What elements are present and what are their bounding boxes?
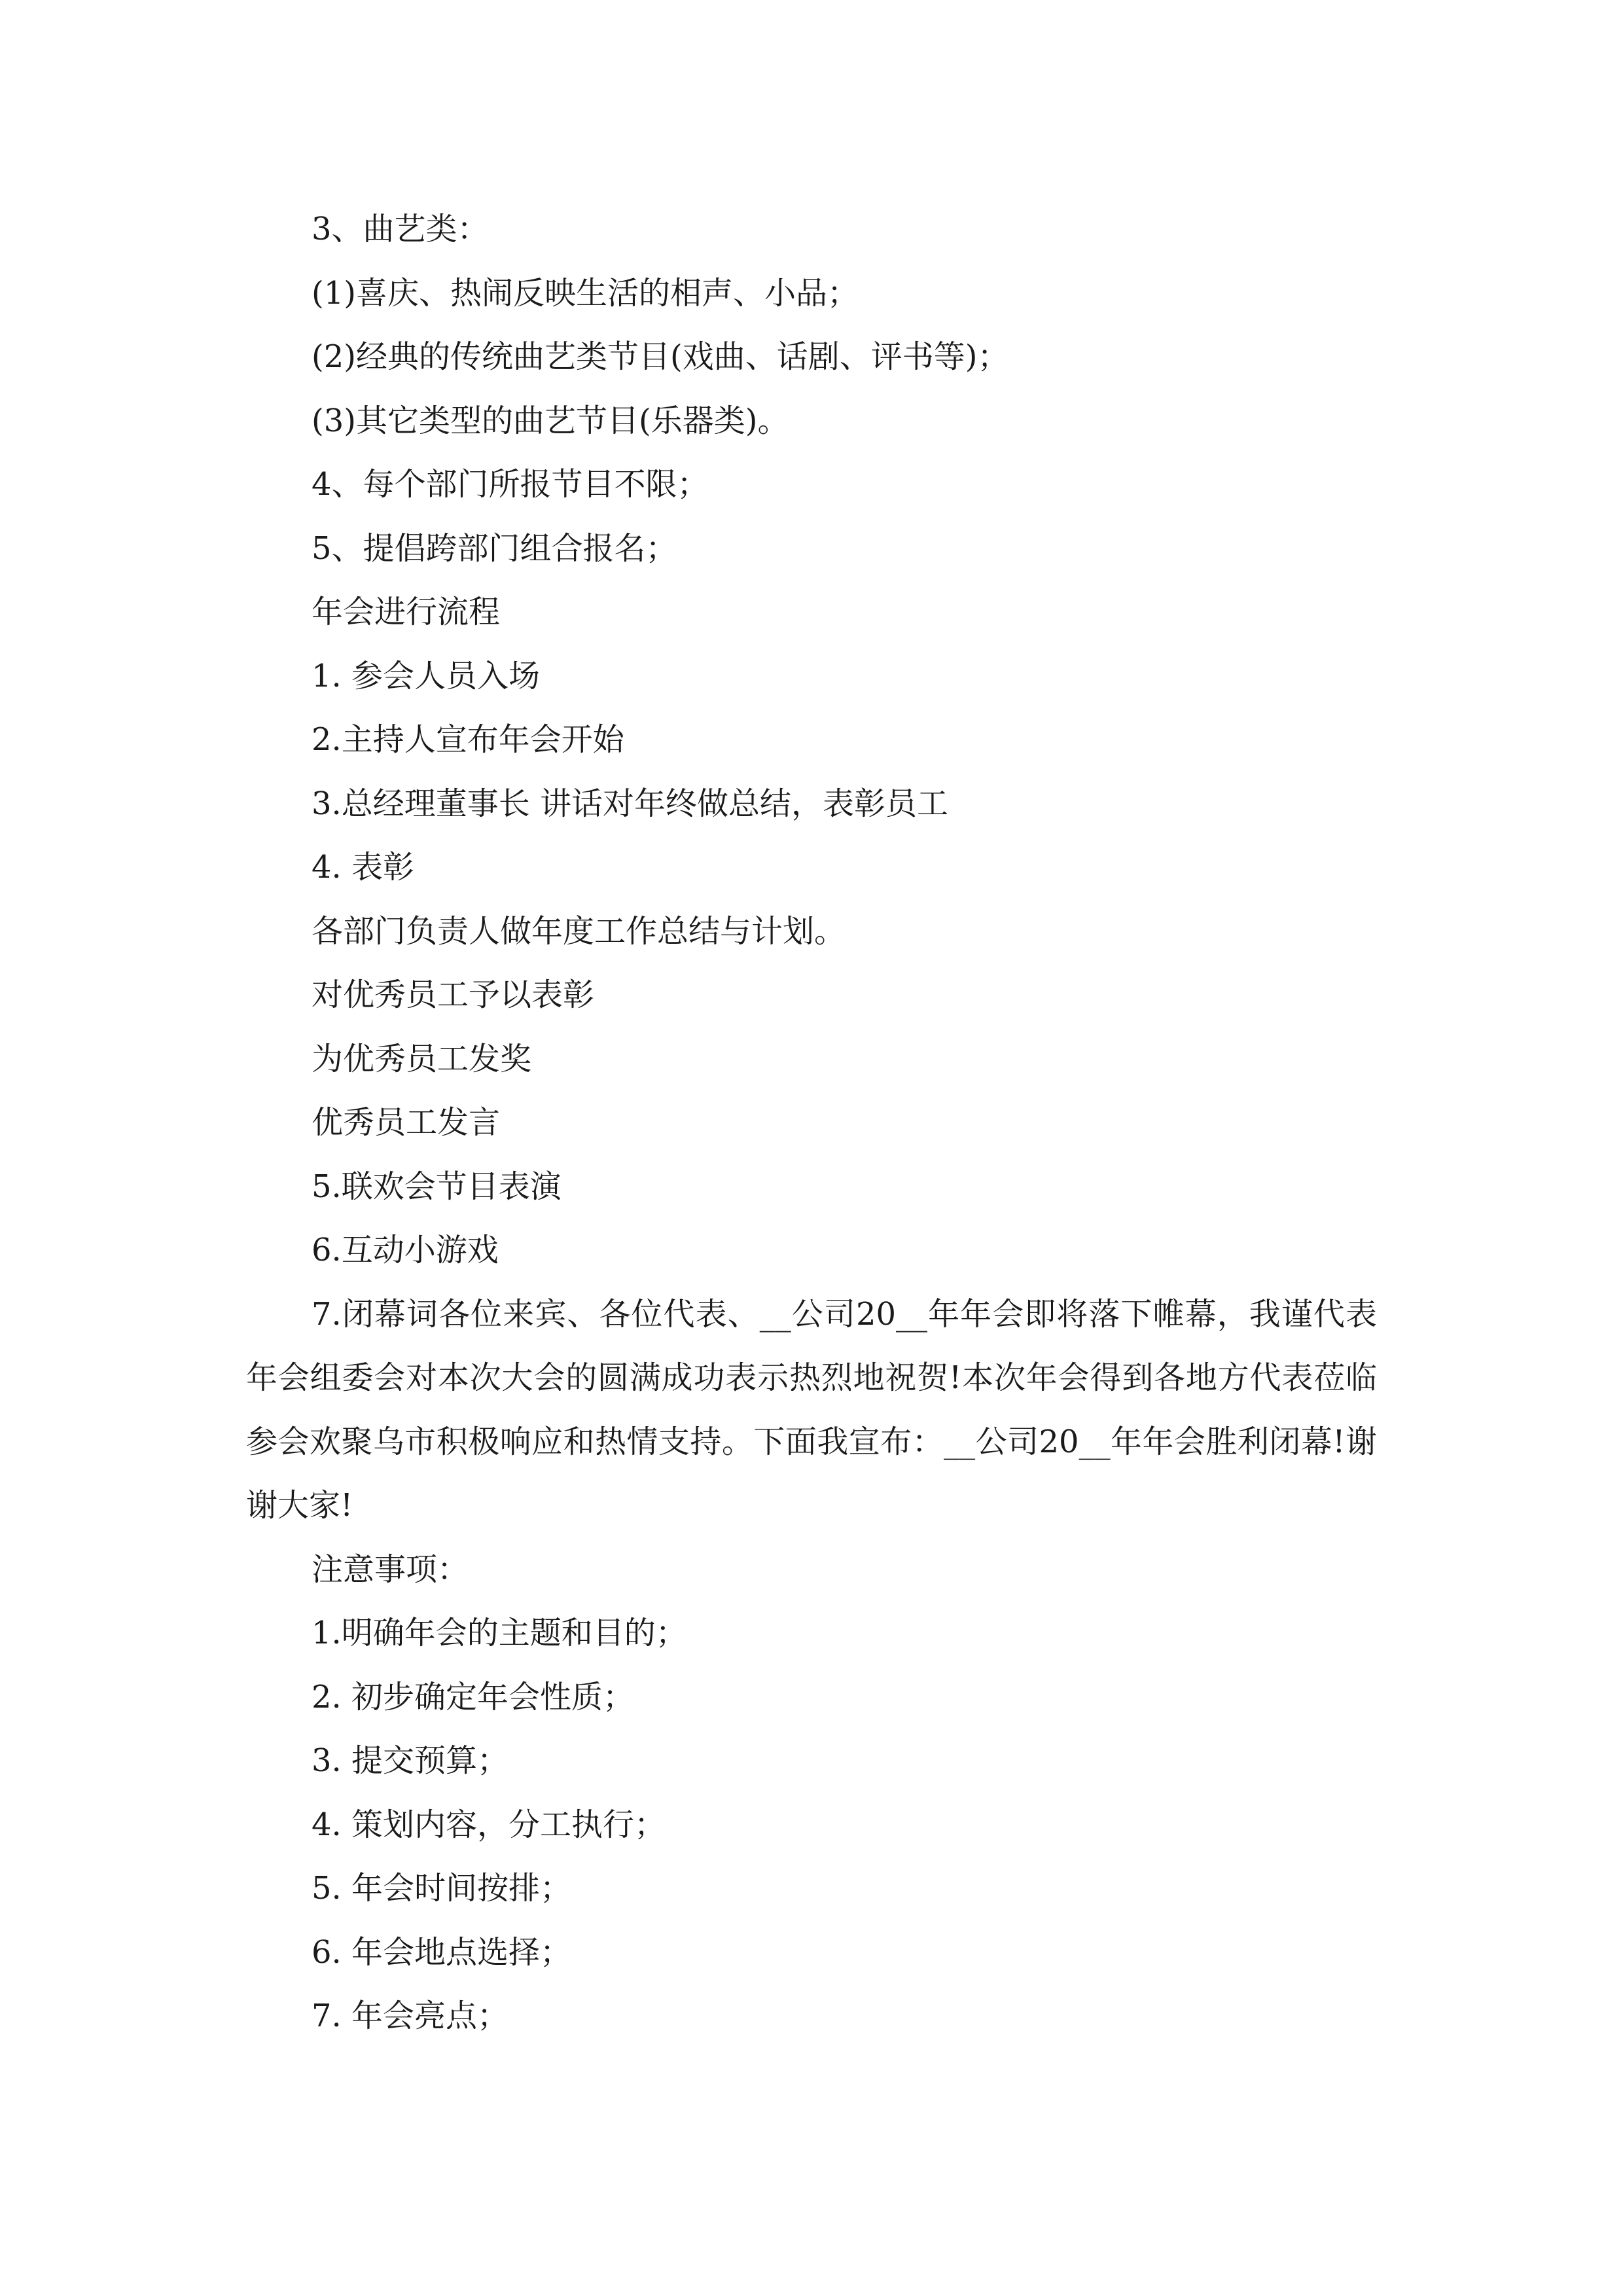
text-line: 6.互动小游戏 xyxy=(312,1232,499,1268)
text-line: 对优秀员工予以表彰 xyxy=(312,977,595,1013)
text-line: 7. 年会亮点； xyxy=(312,1998,509,2034)
text-line: (1)喜庆、热闹反映生活的相声、小品； xyxy=(312,274,859,312)
closing-paragraph: 7.闭幕词各位来宾、各位代表、__公司20__年年会即将落下帷幕，我谨代表年会组委会对本次大会的圆满成功表示热烈地祝贺!本次年会得到各地方代表莅临参会欢聚乌市积极响应和热情支持。下面我宣布：__公司20__年年会胜利闭幕!谢谢大家! xyxy=(246,1295,1377,1524)
text-line: 6. 年会地点选择； xyxy=(312,1933,572,1971)
text-line: 优秀员工发言 xyxy=(312,1104,501,1141)
text-line: (3)其它类型的曲艺节目(乐器类)。 xyxy=(312,402,789,439)
text-line: 1.明确年会的主题和目的； xyxy=(312,1615,687,1651)
text-line: 5、提倡跨部门组合报名； xyxy=(312,529,677,567)
text-line: 为优秀员工发奖 xyxy=(312,1040,532,1077)
text-line: 3.总经理董事长 讲话对年终做总结，表彰员工 xyxy=(312,785,949,822)
text-line: 各部门负责人做年度工作总结与计划。 xyxy=(312,912,846,950)
text-line: 5. 年会时间按排； xyxy=(312,1870,572,1907)
text-line: 4、每个部门所报节目不限； xyxy=(312,466,709,503)
document-body xyxy=(246,198,1377,2049)
text-line: 4. 策划内容，分工执行； xyxy=(312,1806,666,1843)
text-line: 2. 初步确定年会性质； xyxy=(312,1678,635,1715)
section-heading: 年会进行流程 xyxy=(312,594,501,630)
section-heading: 注意事项： xyxy=(312,1551,469,1588)
text-line: 4. 表彰 xyxy=(312,849,415,886)
text-line: 1. 参会人员入场 xyxy=(312,657,541,694)
text-line: 3. 提交预算； xyxy=(312,1742,509,1779)
text-line: 2.主持人宣布年会开始 xyxy=(312,721,624,758)
text-line: (2)经典的传统曲艺类节目(戏曲、话剧、评书等)； xyxy=(312,338,1009,375)
text-line: 3、曲艺类： xyxy=(312,211,489,247)
text-line: 5.联欢会节目表演 xyxy=(312,1168,562,1205)
